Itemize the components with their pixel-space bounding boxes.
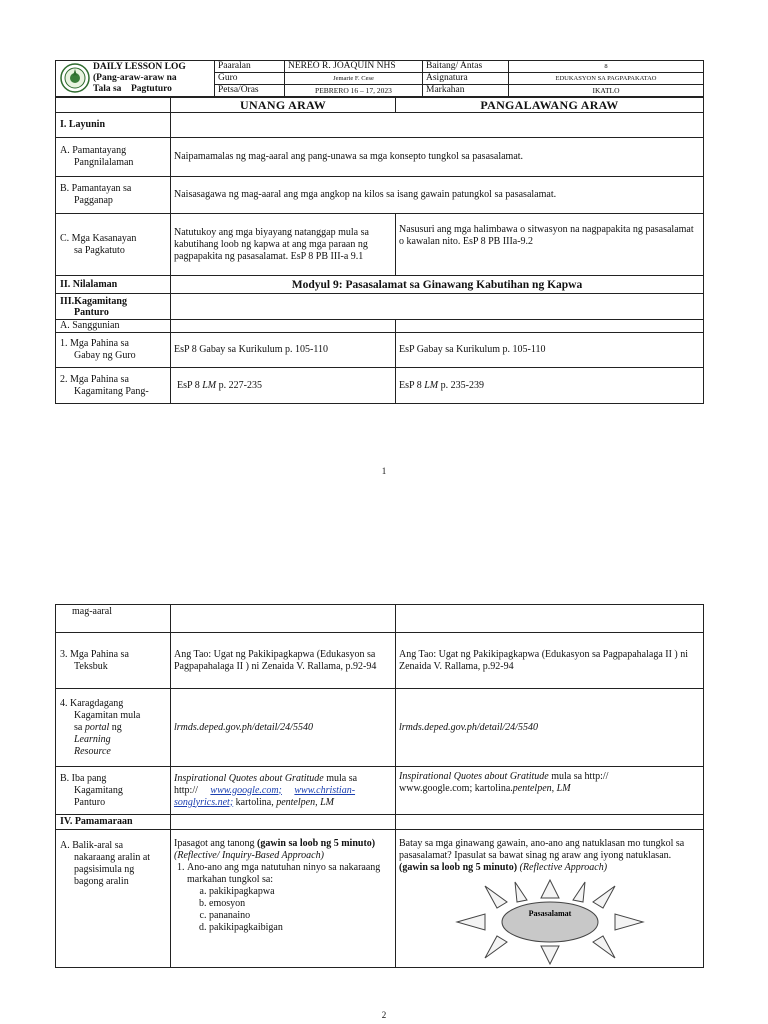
row-label-pamantayang: A. Pamantayang Pangnilalaman — [56, 138, 171, 177]
header-key: Petsa/Oras — [215, 85, 285, 97]
list-item: d. pakikipagkaibigan — [209, 922, 392, 934]
page-number-1: 1 — [381, 466, 387, 476]
balik-aral-day2: Batay sa mga ginawang gawain, ano-ano ang natuklasan mo tungkol sa pasasalamat? Ipasulat sa bawat sinag ng araw ang iyong natuklasan. (gawin sa loob ng 5 minuto) (Reflective Approach) Pasasalamat — [396, 830, 704, 968]
row-label-sanggunian: A. Sanggunian — [56, 320, 171, 333]
lesson-log-body-page2 — [55, 604, 704, 968]
page-number-2: 2 — [381, 1010, 387, 1020]
google-link[interactable]: www.google.com; — [210, 784, 282, 796]
christian-songlyrics-link[interactable]: www.christian-songlyrics.net; — [174, 784, 356, 808]
row-label-gabay: 1. Mga Pahina sa Gabay ng Guro — [56, 333, 171, 368]
row-label-iba-pang: B. Iba pang Kagamitang Panturo — [56, 767, 171, 815]
topic-list — [187, 886, 392, 934]
lesson-log-body-page1 — [55, 97, 704, 404]
pamantayang-text: Naipamamalas ng mag-aaral ang pang-unawa sa mga konsepto tungkol sa pasasalamat. — [171, 138, 704, 177]
header-key: Baitang/ Antas — [423, 61, 509, 73]
gabay-day1: EsP 8 Gabay sa Kurikulum p. 105-110 — [171, 333, 396, 368]
google-link-day2[interactable]: www.google.com; — [399, 783, 473, 794]
pagganap-text: Naisasagawa ng mag-aaral ang mga angkop na kilos sa isang gawain patungkol sa pasasalamat. — [171, 177, 704, 214]
list-item: b. emosyon — [209, 898, 392, 910]
iba-day2: Inspirational Quotes about Gratitude mula sa http:// www.google.com; kartolina.pentelpen, LM — [396, 767, 704, 815]
kagamitang-day1: EsP 8 LM p. 227-235 — [171, 368, 396, 404]
header-key: Paaralan — [215, 61, 285, 73]
day2-heading: PANGALAWANG ARAW — [396, 98, 704, 113]
day1-heading: UNANG ARAW — [171, 98, 396, 113]
sun-center-label: Pasasalamat — [528, 909, 571, 918]
balik-aral-day1: Ipasagot ang tanong (gawin sa loob ng 5 minuto) (Reflective/ Inquiry-Based Approach) 1. Ano-ano ang mga natutuhan ninyo sa nakaraang markahan tungkol sa: a. pakikipagkapwa b. emosyon c. pananaino d. pakikipagkaibigan — [171, 830, 396, 968]
teksbuk-day1: Ang Tao: Ugat ng Pakikipagkapwa (Edukasyon sa Pagpapahalaga II ) ni Zenaida V. Rallama, p.92-94 — [171, 633, 396, 689]
kagamitang-day2: EsP 8 LM p. 235-239 — [396, 368, 704, 404]
row-label-pagganap: B. Pamantayan sa Pagganap — [56, 177, 171, 214]
section-pamamaraan: IV. Pamamaraan — [56, 815, 171, 830]
modyul-title: Modyul 9: Pasasalamat sa Ginawang Kabutihan ng Kapwa — [171, 276, 704, 294]
kasanayan-day2: Nasusuri ang mga halimbawa o sitwasyon na nagpapakita ng pasasalamat o kawalan nito. EsP 8 PB IIIa-9.2 — [396, 214, 704, 276]
header-value: IKATLO — [509, 85, 704, 97]
list-item: c. pananaino — [209, 910, 392, 922]
karagdagang-day1-link[interactable]: lrmds.deped.gov.ph/detail/24/5540 — [171, 689, 396, 767]
header-value: NEREO R. JOAQUIN NHS — [285, 61, 423, 73]
row-label-teksbuk: 3. Mga Pahina sa Teksbuk — [56, 633, 171, 689]
header-value: Jemarie F. Cese — [285, 73, 423, 85]
row-label-kagamitang: 2. Mga Pahina sa Kagamitang Pang- — [56, 368, 171, 404]
row-label-karagdagang: 4. Karagdagang Kagamitan mula sa portal ng Learning Resource — [56, 689, 171, 767]
row-label-kasanayan: C. Mga Kasanayan sa Pagkatuto — [56, 214, 171, 276]
header-value: PEBRERO 16 – 17, 2023 — [285, 85, 423, 97]
sun-rays-diagram — [455, 878, 645, 966]
lesson-log-page1 — [55, 60, 704, 97]
row-label-magaaral: mag-aaral — [56, 605, 171, 633]
kasanayan-day1: Natutukoy ang mga biyayang natanggap mula sa kabutihang loob ng kapwa at ang mga paraan ng pagpapakita ng pasasalamat. EsP 8 PB III-a 9.1 — [171, 214, 396, 276]
teksbuk-day2: Ang Tao: Ugat ng Pakikipagkapwa (Edukasyon sa Pagpapahalaga II ) ni Zenaida V. Rallama, p.92-94 — [396, 633, 704, 689]
header-title: DAILY LESSON LOG (Pang-araw-araw na Tala sa Pagtuturo — [56, 61, 215, 97]
section-nilalaman: II. Nilalaman — [56, 276, 171, 294]
header-key: Markahan — [423, 85, 509, 97]
row-label-balik-aral: A. Balik-aral sa nakaraang aralin at pagsisimula ng bagong aralin — [56, 830, 171, 968]
balik-aral-question-list — [174, 862, 392, 934]
list-item: a. pakikipagkapwa — [209, 886, 392, 898]
header-value: EDUKASYON SA PAGPAPAKATAO — [509, 73, 704, 85]
karagdagang-day2-link[interactable]: lrmds.deped.gov.ph/detail/24/5540 — [396, 689, 704, 767]
section-layunin: I. Layunin — [56, 113, 171, 138]
gabay-day2: EsP Gabay sa Kurikulum p. 105-110 — [396, 333, 704, 368]
header-key: Guro — [215, 73, 285, 85]
section-kagamitan: III.Kagamitang Panturo — [56, 294, 171, 320]
balik-aral-question: 1. Ano-ano ang mga natutuhan ninyo sa nakaraang markahan tungkol sa: a. pakikipagkapwa b. emosyon c. pananaino d. pakikipagkaibigan — [187, 862, 392, 934]
header-value: 8 — [509, 61, 704, 73]
header-key: Asignatura — [423, 73, 509, 85]
iba-day1: Inspirational Quotes about Gratitude mula sa http:// www.google.com; www.christian-songlyrics.net; kartolina, pentelpen, LM — [171, 767, 396, 815]
